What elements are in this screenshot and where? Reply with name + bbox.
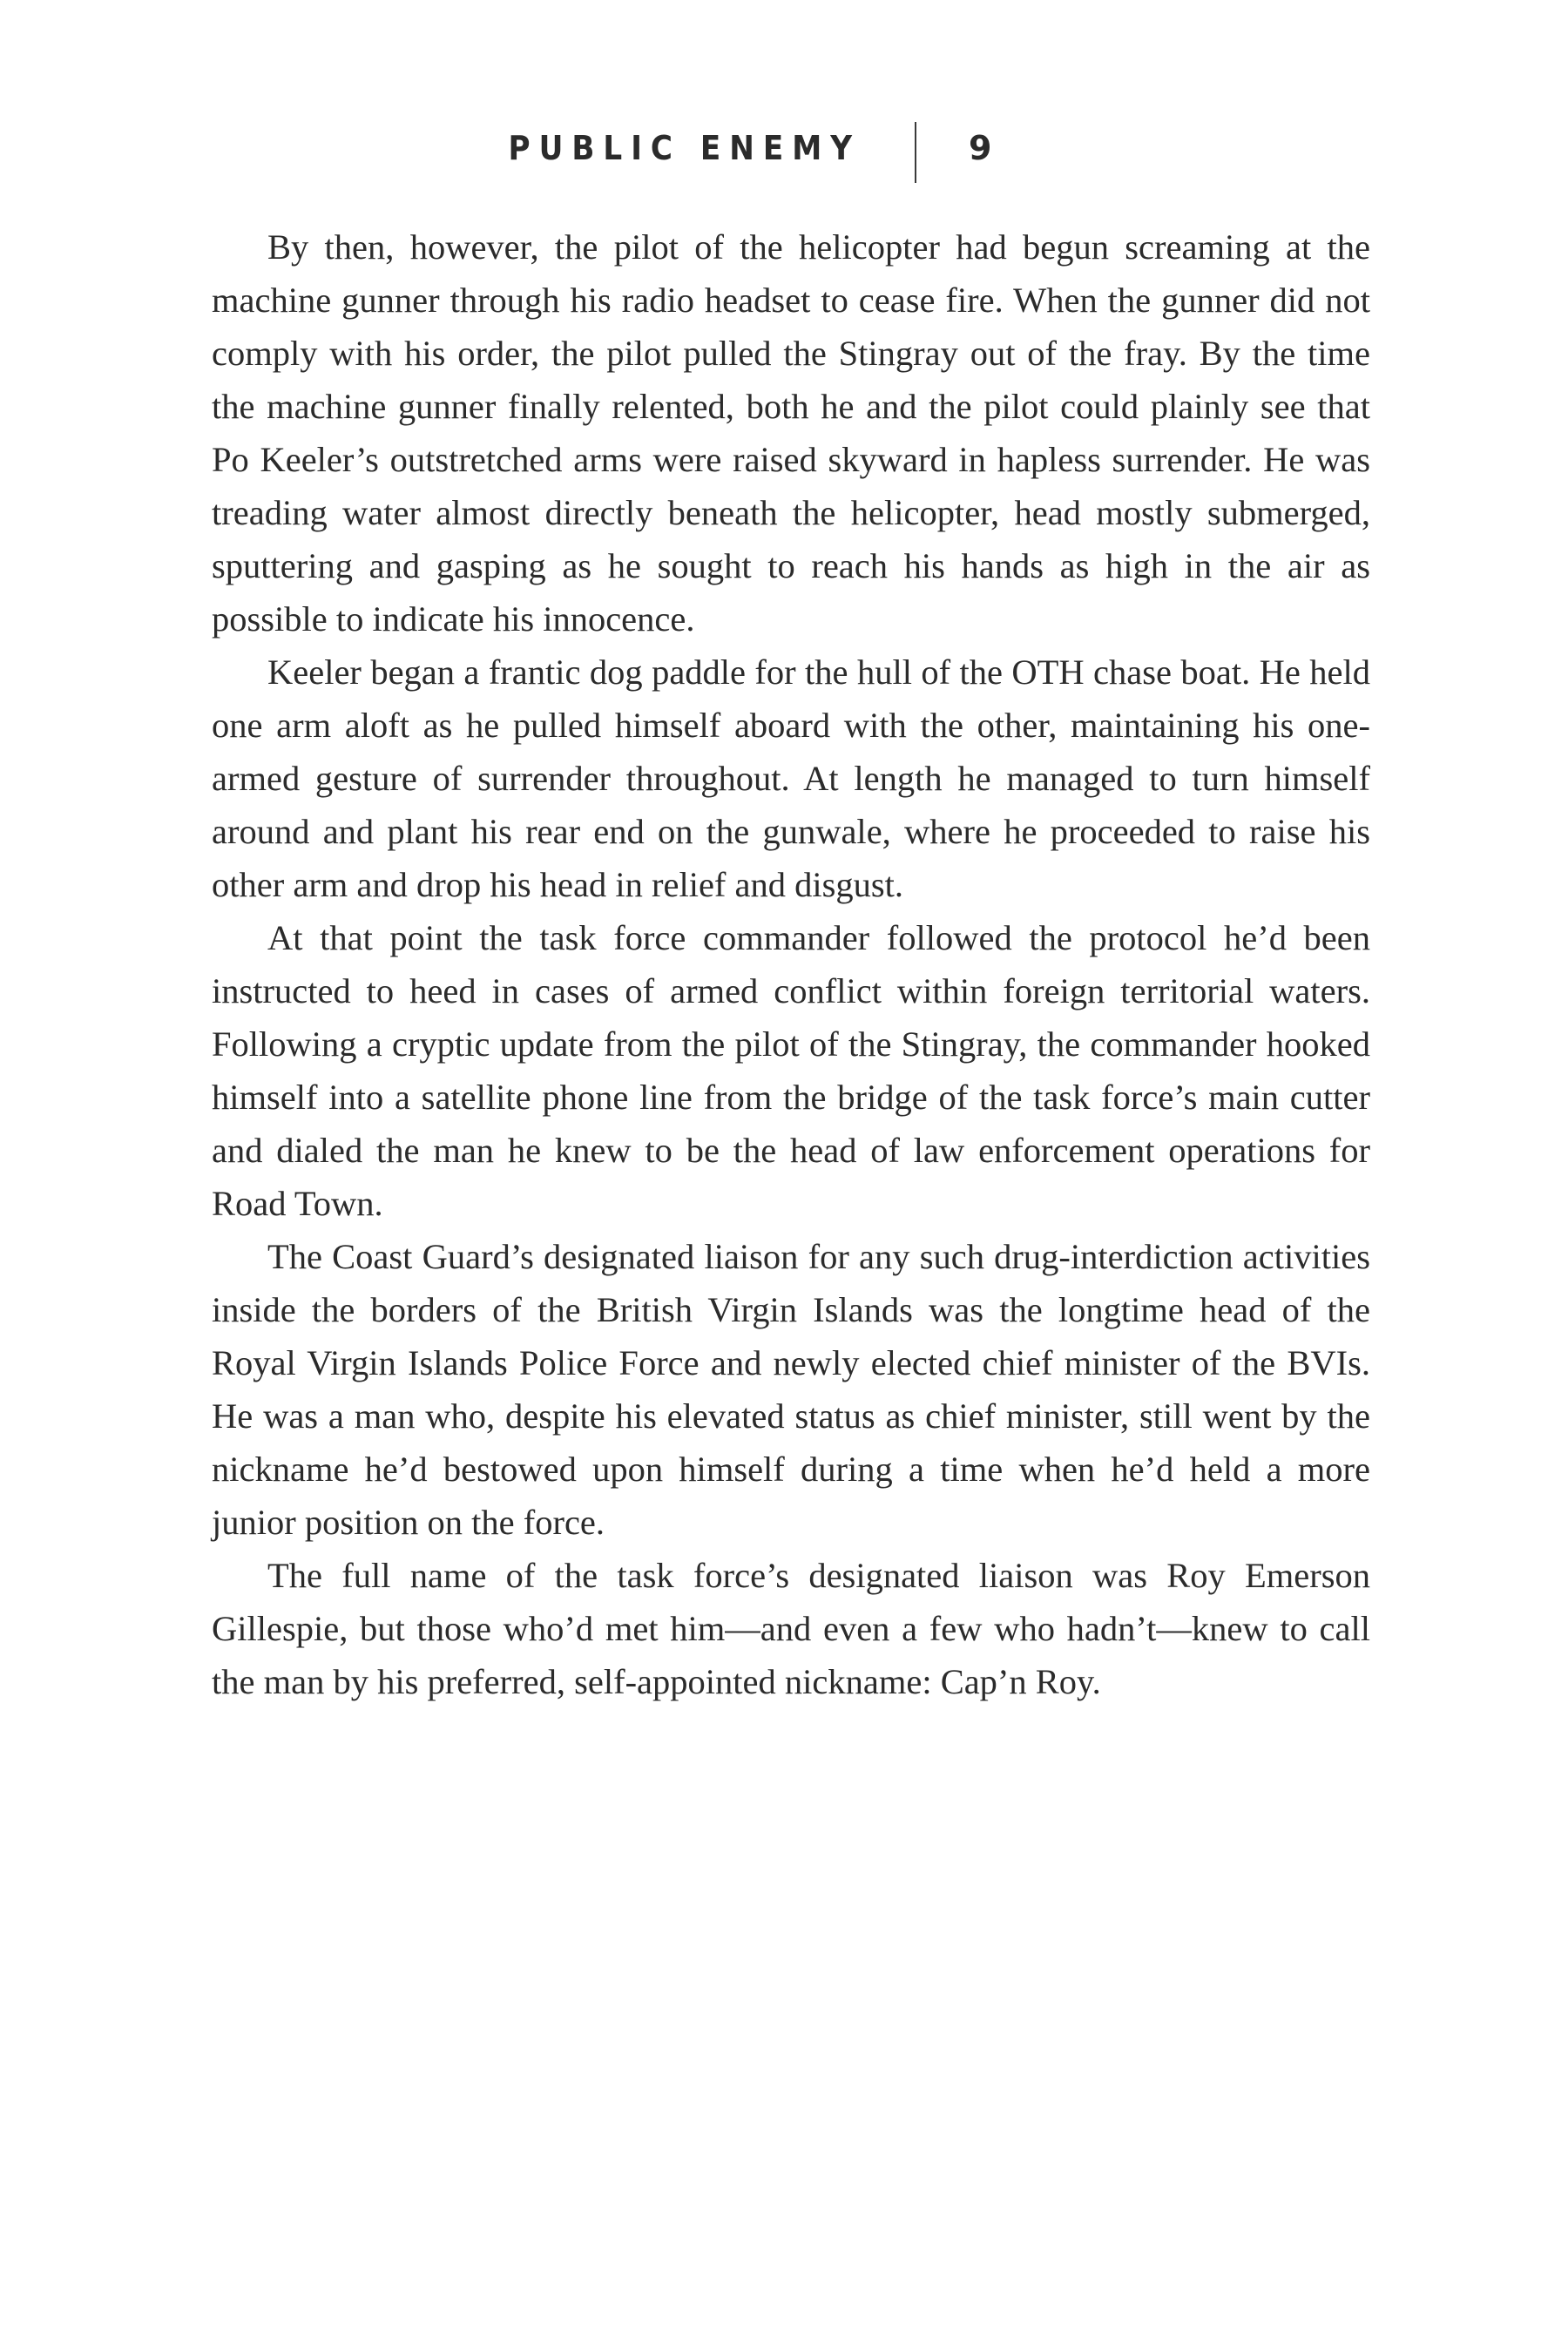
paragraph: The full name of the task force’s designated liaison was Roy Emerson Gillespie, but those who’d met him—and even a few who hadn’t—knew to call the man by his preferred, self-appointed nickname: Cap’n Roy.: [212, 1556, 1370, 1701]
book-title: PUBLIC ENEMY: [508, 129, 861, 167]
body-text: [212, 220, 1370, 1708]
header-divider: [915, 122, 916, 183]
paragraph: Keeler began a frantic dog paddle for the hull of the OTH chase boat. He held one arm aloft as he pulled himself aboard with the other, maintaining his one-armed gesture of surrender throughout. At length he managed to turn himself around and plant his rear end on the gunwale, where he proceeded to raise his other arm and drop his head in relief and disgust.: [212, 652, 1370, 904]
paragraph: By then, however, the pilot of the helicopter had begun screaming at the machine gunner through his radio headset to cease fire. When the gunner did not comply with his order, the pilot pulled the Stingray out of the fray. By the time the machine gunner finally relented, both he and the pilot could plainly see that Po Keeler’s outstretched arms were raised skyward in hapless surrender. He was treading water almost directly beneath the helicopter, head mostly submerged, sputtering and gasping as he sought to reach his hands as high in the air as possible to indicate his innocence.: [212, 227, 1370, 639]
running-head: [0, 122, 1568, 183]
paragraph: The Coast Guard’s designated liaison for any such drug-interdiction activities inside the borders of the British Virgin Islands was the longtime head of the Royal Virgin Islands Police Force and newly elected chief minister of the BVIs. He was a man who, despite his elevated status as chief minister, still went by the nickname he’d bestowed upon himself during a time when he’d held a more junior position on the force.: [212, 1237, 1370, 1542]
page-number: 9: [969, 129, 992, 167]
paragraph: At that point the task force commander followed the protocol he’d been instructed to heed in cases of armed conflict within foreign territorial waters. Following a cryptic update from the pilot of the Stingray, the commander hooked himself into a satellite phone line from the bridge of the task force’s main cutter and dialed the man he knew to be the head of law enforcement operations for Road Town.: [212, 918, 1370, 1223]
